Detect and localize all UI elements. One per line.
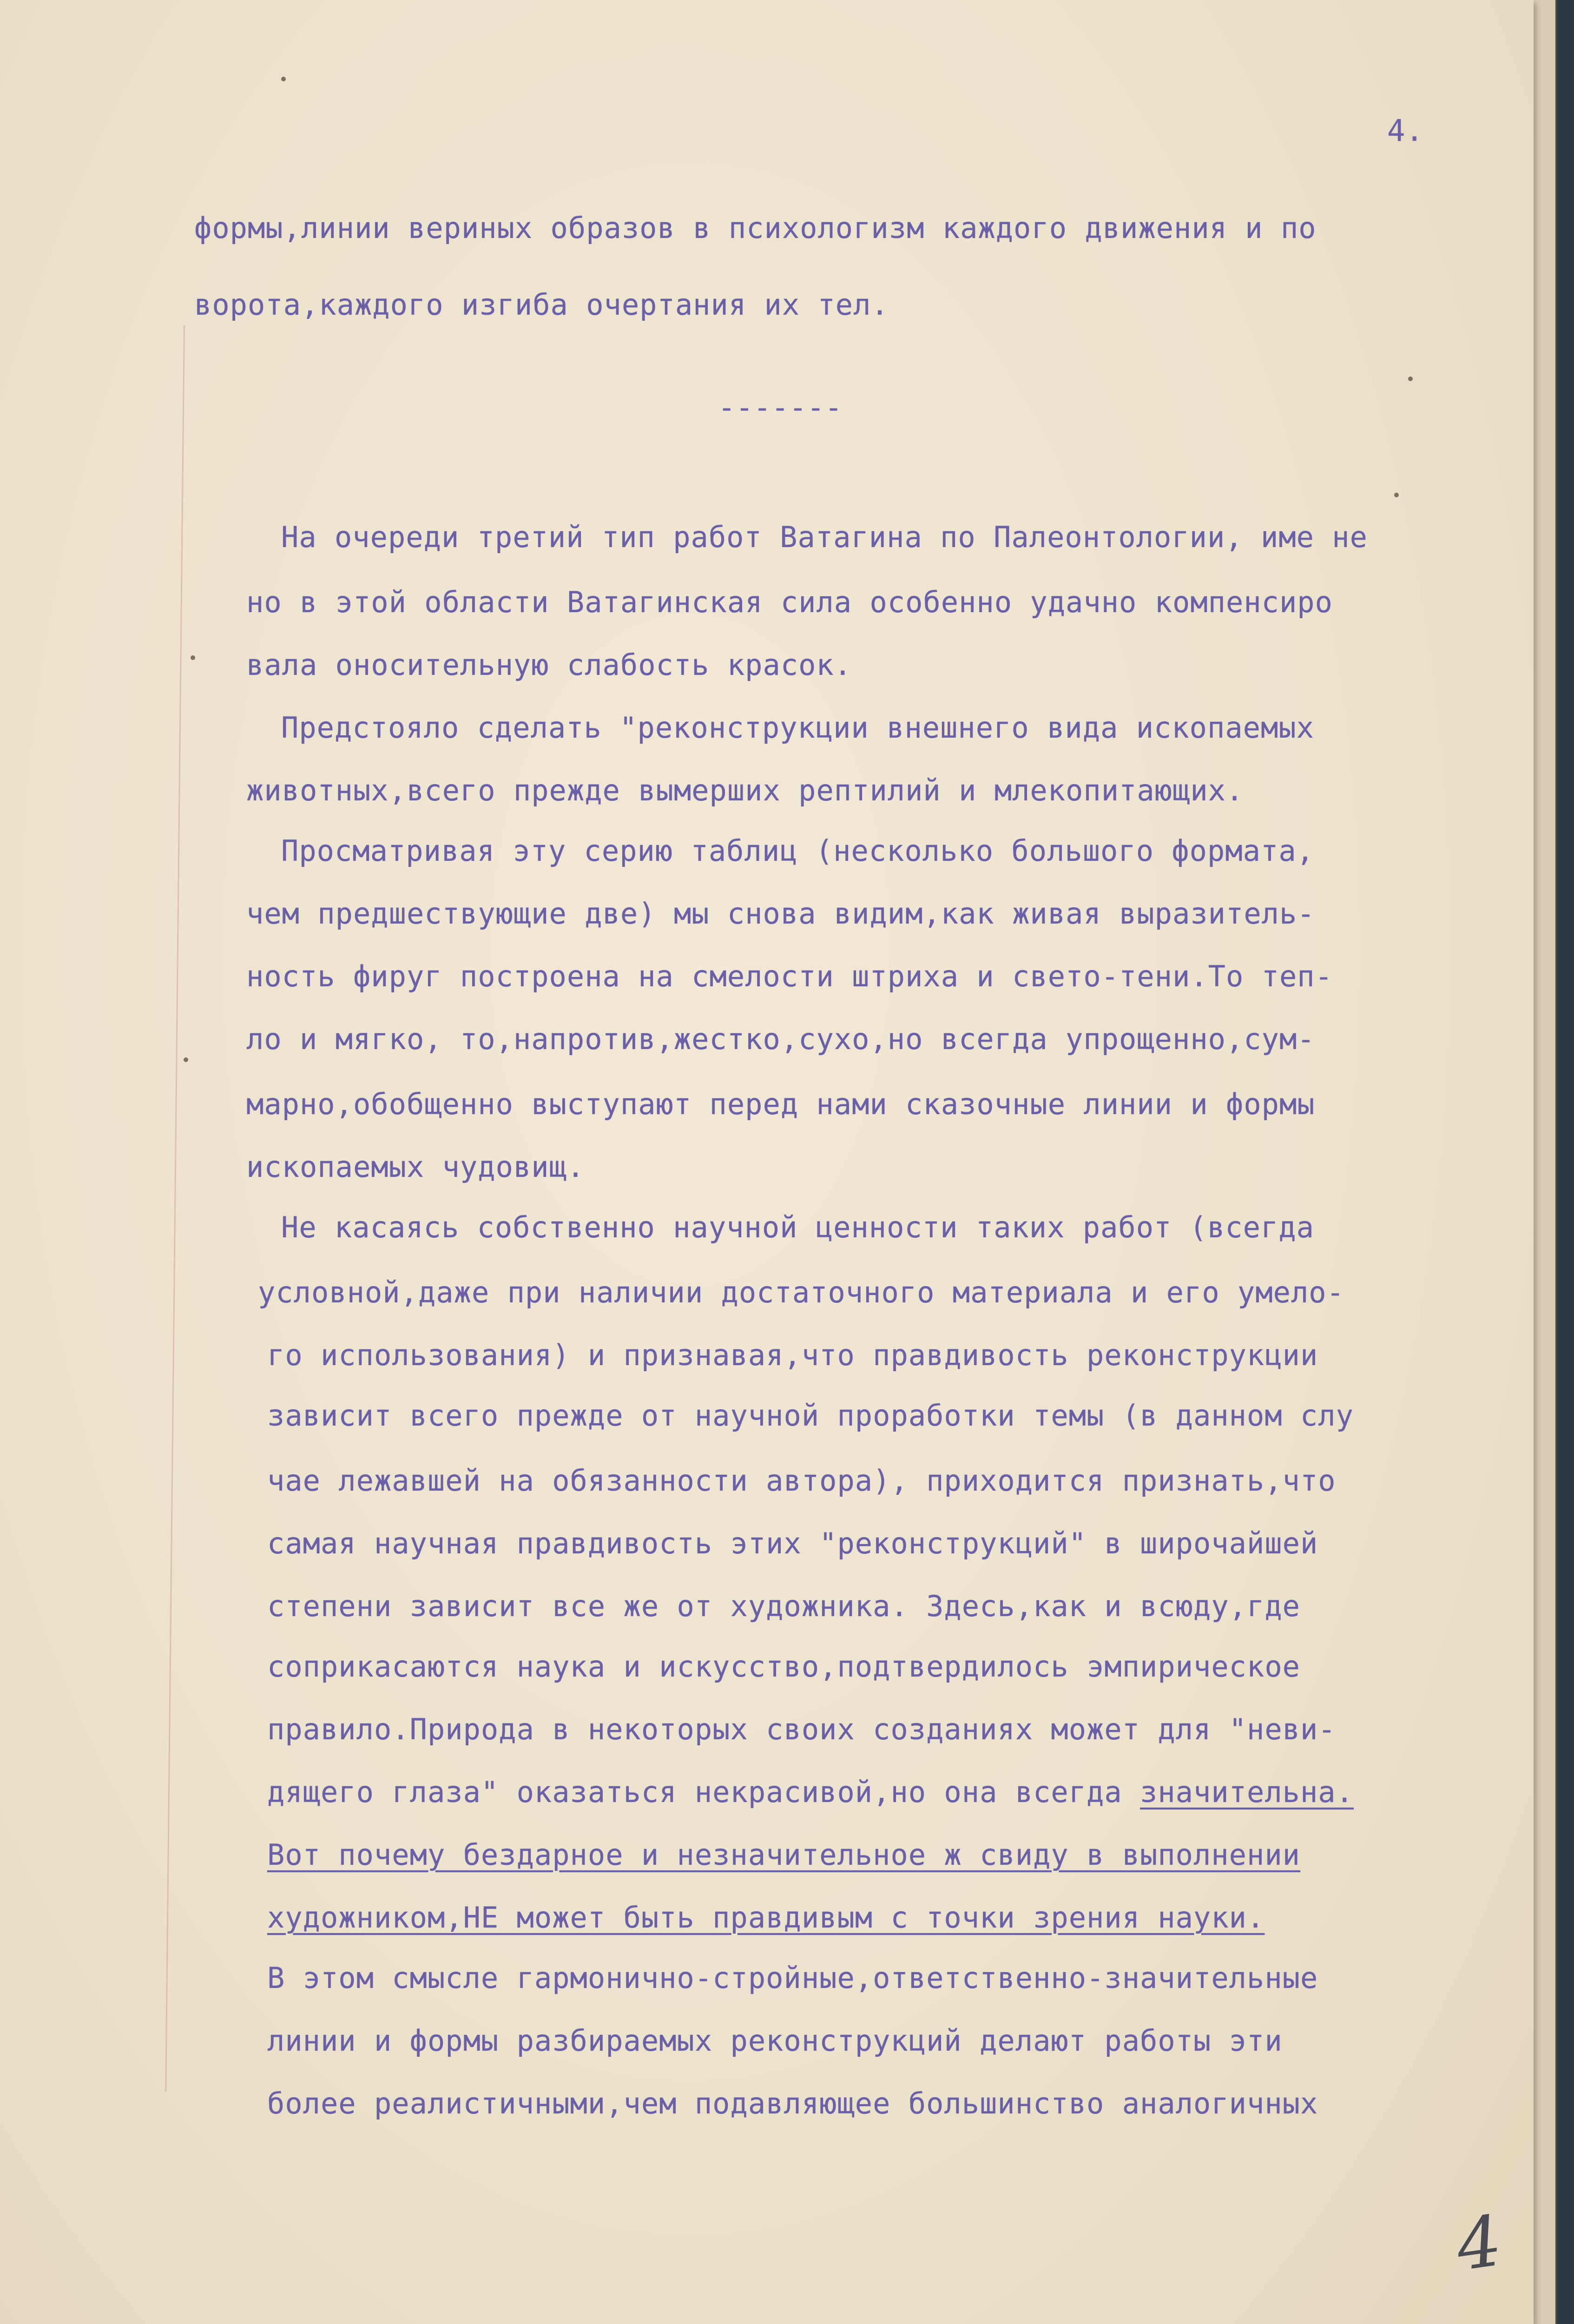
text-line xyxy=(267,1775,1354,1809)
underlined-line: Вот почему бездарное и незначительное ж свиду в выполнении xyxy=(267,1838,1300,1872)
underlined-line: художником,НЕ может быть правдивым с точки зрения науки. xyxy=(267,1901,1265,1934)
text-line: самая научная правдивость этих "реконструкций" в широчайшей xyxy=(267,1526,1318,1560)
text-line: правило.Природа в некоторых своих созданиях может для "неви- xyxy=(267,1712,1336,1746)
text-line: Не касаясь собственно научной ценности таких работ (всегда xyxy=(281,1210,1314,1244)
text-line: чае лежавшей на обязанности автора), приходится признать,что xyxy=(267,1464,1336,1498)
separator-dashes: ------- xyxy=(718,390,843,424)
text-line: зависит всего прежде от научной проработки темы (в данном слу xyxy=(267,1399,1354,1433)
text-line: ворота,каждого изгиба очертания их тел. xyxy=(194,288,889,322)
text-line: линии и формы разбираемых реконструкций делают работы эти xyxy=(267,2024,1283,2058)
paper-speck xyxy=(1394,493,1399,497)
text-line: но в этой области Ватагинская сила особенно удачно компенсиро xyxy=(246,585,1333,619)
text-segment: дящего глаза" оказаться некрасивой,но она всегда xyxy=(267,1775,1122,1809)
text-line: ность фируг построена на смелости штриха и свето-тени.То теп- xyxy=(246,959,1333,993)
text-line: вала оносительную слабость красок. xyxy=(246,648,852,682)
text-line: ло и мягко, то,напротив,жестко,сухо,но всегда упрощенно,сум- xyxy=(246,1022,1315,1056)
text-line: степени зависит все же от художника. Здесь,как и всюду,где xyxy=(267,1589,1300,1623)
paper-speck xyxy=(281,77,286,81)
text-line: ископаемых чудовищ. xyxy=(246,1150,585,1184)
text-line: формы,линии вериных образов в психологизм каждого движения и по xyxy=(194,211,1317,245)
paper-speck xyxy=(191,655,195,660)
text-line: более реалистичными,чем подавляющее большинство аналогичных xyxy=(267,2086,1318,2120)
handwritten-page-number: 4 xyxy=(1451,2200,1507,2287)
underlined-word: значительна. xyxy=(1140,1775,1354,1809)
margin-rule xyxy=(165,325,185,2092)
page-number: 4. xyxy=(1387,114,1424,148)
text-line: соприкасаются наука и искусство,подтвердилось эмпирическое xyxy=(267,1650,1300,1684)
text-line: условной,даже при наличии достаточного материала и его умело- xyxy=(258,1275,1344,1309)
text-line: марно,обобщенно выступают перед нами сказочные линии и формы xyxy=(246,1087,1315,1121)
paper-speck xyxy=(1408,376,1413,381)
text-line: В этом смысле гармонично-стройные,ответственно-значительные xyxy=(267,1961,1318,1995)
text-line: го использования) и признавая,что правдивость реконструкции xyxy=(267,1338,1318,1372)
paper-speck xyxy=(184,1057,188,1062)
text-line: На очереди третий тип работ Ватагина по Палеонтологии, име не xyxy=(281,520,1368,554)
text-line: Предстояло сделать "реконструкции внешнего вида ископаемых xyxy=(281,711,1314,745)
text-line: Просматривая эту серию таблиц (несколько большого формата, xyxy=(281,834,1314,868)
text-line: чем предшествующие две) мы снова видим,как живая выразитель- xyxy=(246,897,1315,931)
text-line: животных,всего прежде вымерших рептилий и млекопитающих. xyxy=(246,773,1244,807)
